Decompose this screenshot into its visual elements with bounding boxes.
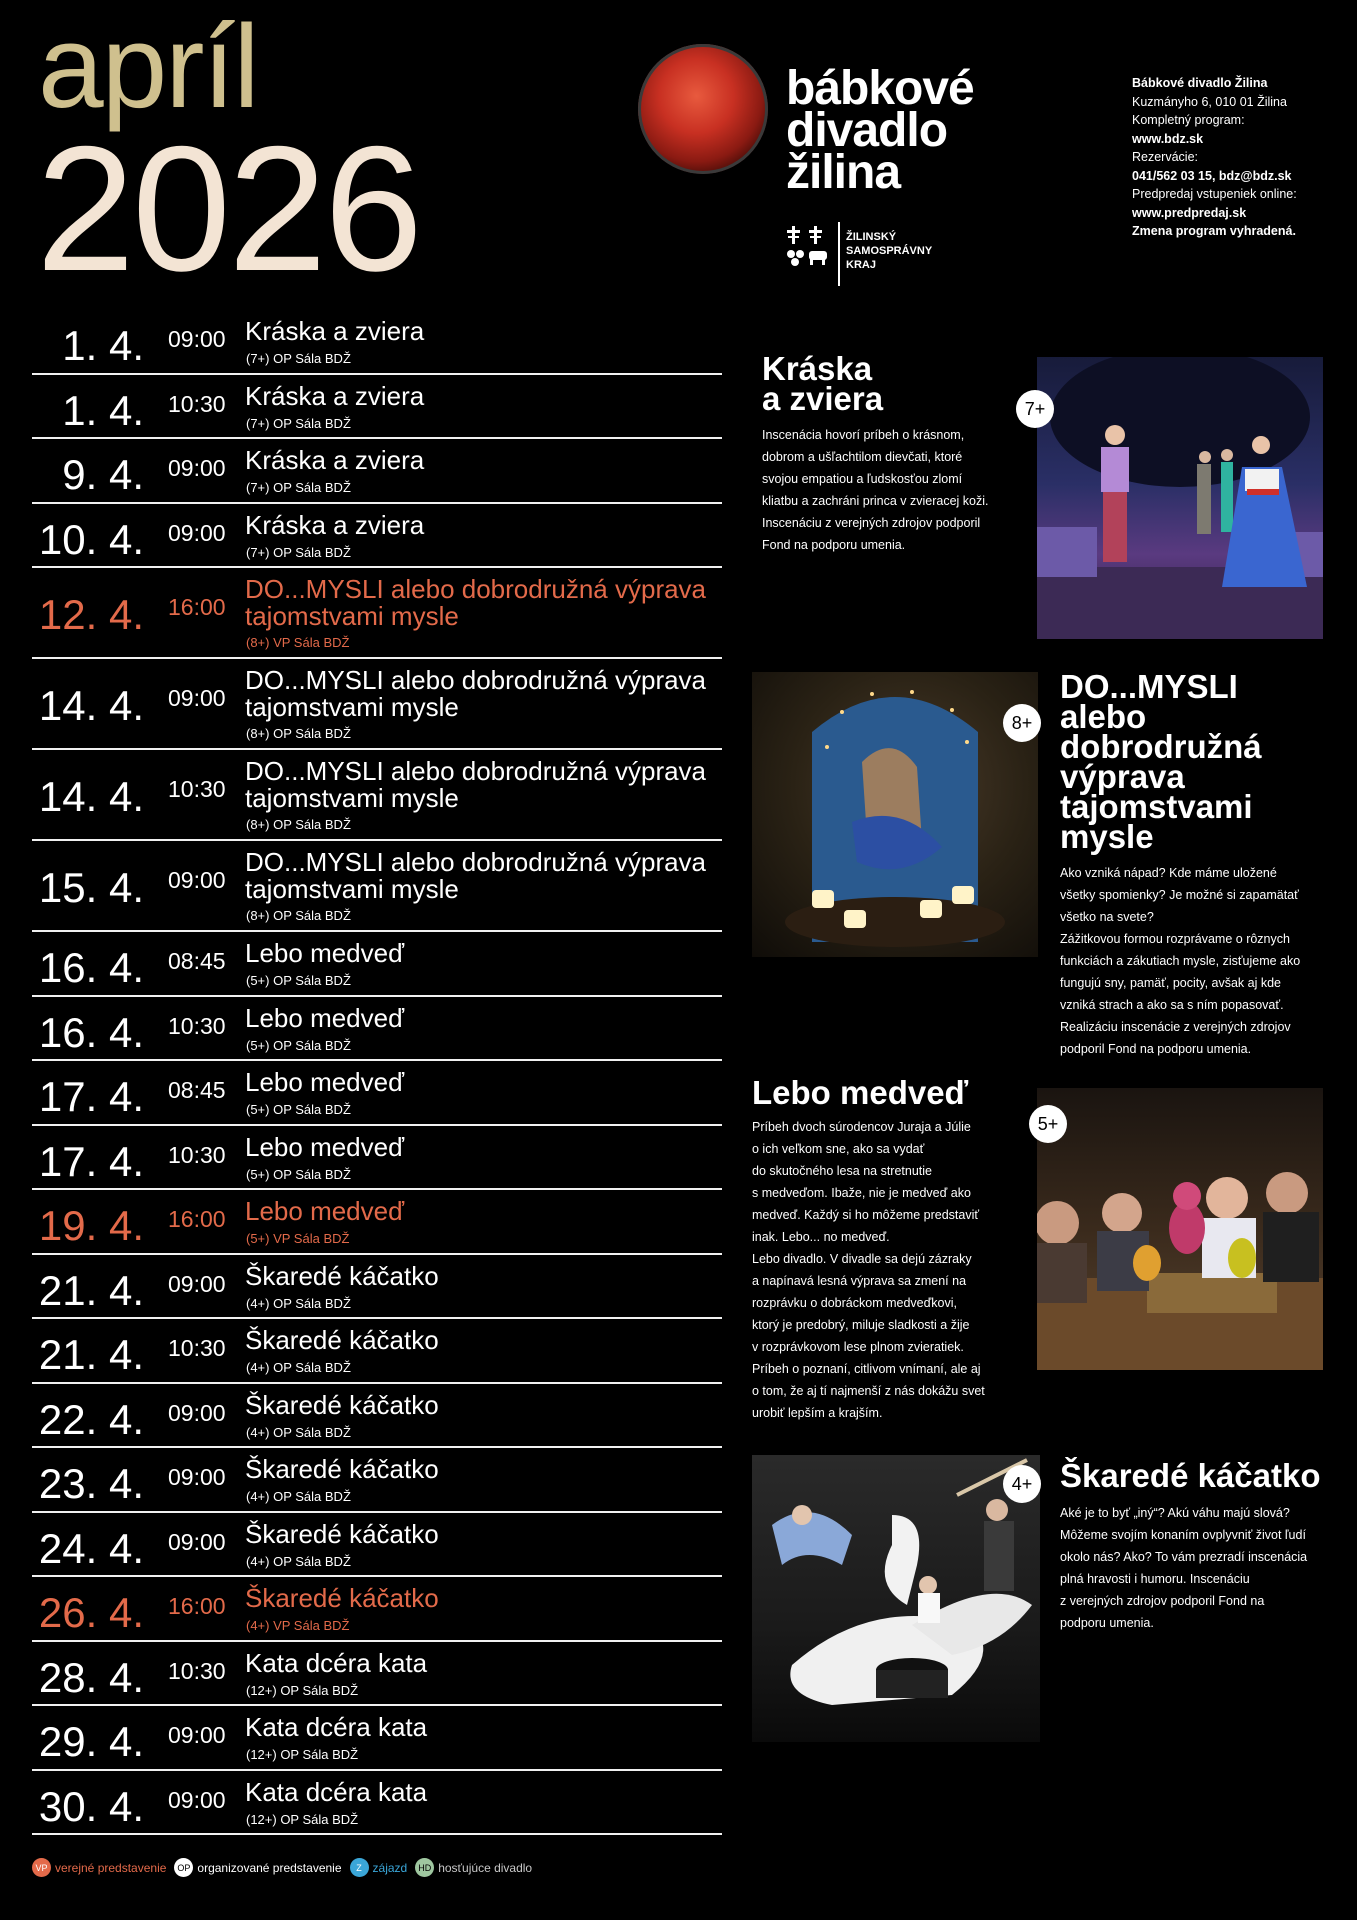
event-details: (7+) OP Sála BDŽ bbox=[246, 351, 351, 366]
desc-line: Aké je to byť „iný“? Akú váhu majú slová? bbox=[1060, 1506, 1290, 1520]
photo-kacatko bbox=[752, 1455, 1040, 1742]
event-time: 09:00 bbox=[168, 519, 226, 546]
region-line: ŽILINSKÝ bbox=[846, 231, 897, 243]
event-date: 22. 4. bbox=[38, 1395, 144, 1443]
schedule-row bbox=[32, 439, 722, 504]
event-time: 09:00 bbox=[168, 1722, 226, 1748]
event-date: 16. 4. bbox=[38, 944, 144, 991]
event-title: Škaredé káčatko bbox=[245, 1325, 439, 1355]
event-title: Kráska a zviera bbox=[245, 445, 425, 475]
event-date: 9. 4. bbox=[62, 451, 144, 498]
contact-line: Kuzmányho 6, 010 01 Žilina bbox=[1132, 94, 1287, 109]
show-title-kacatko bbox=[1060, 1457, 1357, 1494]
schedule-row bbox=[32, 932, 722, 997]
show-title-line: mysle bbox=[1060, 818, 1154, 855]
theatre-logo-text bbox=[786, 62, 974, 199]
photo-medved bbox=[1037, 1088, 1323, 1370]
event-details: (4+) OP Sála BDŽ bbox=[246, 1553, 351, 1569]
event-details: (8+) OP Sála BDŽ bbox=[246, 726, 351, 741]
show-title-kraska bbox=[762, 350, 1002, 417]
event-details: (12+) OP Sála BDŽ bbox=[246, 1811, 359, 1827]
photo-domysli bbox=[752, 672, 1038, 957]
event-time: 09:00 bbox=[168, 1399, 226, 1426]
event-date: 28. 4. bbox=[38, 1653, 144, 1701]
year-title: 2026 bbox=[36, 109, 420, 308]
event-date: 10. 4. bbox=[38, 515, 144, 563]
desc-line: fungujú sny, pamäť, pocity, avšak aj kde bbox=[1060, 976, 1282, 990]
show-title-line: Kráska bbox=[762, 350, 873, 387]
schedule-row bbox=[32, 1642, 722, 1707]
legend-badge-z: Z bbox=[350, 1858, 369, 1877]
event-title: DO...MYSLI alebo dobrodružná výprava tajomstvami mysle bbox=[245, 574, 707, 631]
event-time: 09:00 bbox=[168, 1786, 226, 1813]
schedule-row bbox=[32, 1126, 722, 1191]
event-title: Kata dcéra kata bbox=[245, 1647, 428, 1678]
show-title-line: DO...MYSLI bbox=[1060, 668, 1238, 705]
desc-line: všetko na svete? bbox=[1060, 910, 1154, 924]
crest-divider bbox=[838, 222, 840, 286]
schedule-row bbox=[32, 1771, 722, 1836]
event-title: Lebo medveď bbox=[245, 1131, 405, 1162]
event-details: (5+) VP Sála BDŽ bbox=[246, 1231, 350, 1246]
schedule-row bbox=[32, 750, 722, 841]
schedule-row bbox=[32, 1513, 722, 1578]
desc-line: Zážitkovou formou rozprávame o rôznych bbox=[1060, 932, 1290, 946]
schedule-row bbox=[32, 1706, 722, 1771]
schedule-row bbox=[32, 504, 722, 569]
event-time: 09:00 bbox=[168, 1464, 226, 1490]
contact-line: www.bdz.sk bbox=[1132, 131, 1204, 146]
event-title: Škaredé káčatko bbox=[245, 1518, 439, 1549]
contact-line: Predpredaj vstupeniek online: bbox=[1132, 187, 1297, 201]
region-crest-icon bbox=[784, 224, 836, 278]
event-details: (8+) OP Sála BDŽ bbox=[246, 908, 351, 923]
event-date: 14. 4. bbox=[38, 682, 144, 729]
event-date: 1. 4. bbox=[62, 322, 144, 369]
desc-line: o tom, že aj tí najmenší z nás dokážu svet bbox=[752, 1384, 985, 1398]
event-title: Lebo medveď bbox=[245, 1067, 405, 1097]
event-title: Škaredé káčatko bbox=[245, 1260, 439, 1291]
desc-line: dobrom a ušľachtilom dievčati, ktoré bbox=[762, 450, 963, 464]
contact-line: 041/562 03 15, bdz@bdz.sk bbox=[1132, 168, 1292, 183]
schedule-row bbox=[32, 841, 722, 932]
event-date: 17. 4. bbox=[38, 1137, 144, 1185]
event-details: (5+) OP Sála BDŽ bbox=[246, 1166, 351, 1182]
desc-line: inak. Lebo... no medveď. bbox=[752, 1230, 890, 1244]
event-title: Lebo medveď bbox=[245, 938, 405, 968]
desc-line: svojou empatiou a ľudskosťou zlomí bbox=[762, 472, 963, 486]
show-title-line: alebo bbox=[1060, 698, 1147, 735]
event-date: 1. 4. bbox=[62, 386, 144, 434]
event-title: DO...MYSLI alebo dobrodružná výprava tajomstvami mysle bbox=[245, 665, 707, 722]
legend-badge-vp: VP bbox=[32, 1858, 51, 1877]
legend bbox=[32, 1858, 540, 1877]
event-details: (4+) VP Sála BDŽ bbox=[246, 1618, 350, 1633]
event-details: (12+) OP Sála BDŽ bbox=[246, 1747, 359, 1762]
legend-label: verejné predstavenie bbox=[55, 1860, 167, 1875]
contact-line: Zmena program vyhradená. bbox=[1132, 224, 1296, 238]
desc-line: o ich veľkom sne, ako sa vydať bbox=[752, 1142, 925, 1156]
event-details: (4+) OP Sála BDŽ bbox=[246, 1360, 351, 1375]
event-time: 09:00 bbox=[168, 1528, 226, 1555]
desc-line: Môžeme svojím konaním ovplyvniť život ľudí bbox=[1060, 1528, 1306, 1542]
region-line: SAMOSPRÁVNY bbox=[846, 245, 933, 257]
contact-info bbox=[1132, 74, 1297, 241]
event-time: 16:00 bbox=[168, 1593, 226, 1619]
event-date: 16. 4. bbox=[38, 1008, 144, 1056]
event-details: (4+) OP Sála BDŽ bbox=[246, 1489, 351, 1504]
desc-line: všetky spomienky? Je možné si zapamätať bbox=[1060, 888, 1299, 902]
schedule-row bbox=[32, 1319, 722, 1384]
event-details: (8+) VP Sála BDŽ bbox=[246, 635, 350, 650]
contact-line: Rezervácie: bbox=[1132, 150, 1198, 164]
show-title-line: Škaredé káčatko bbox=[1060, 1457, 1321, 1494]
event-details: (5+) OP Sála BDŽ bbox=[246, 1102, 351, 1117]
event-time: 10:30 bbox=[168, 1657, 226, 1684]
event-title: Škaredé káčatko bbox=[245, 1389, 439, 1420]
event-date: 29. 4. bbox=[38, 1718, 144, 1765]
schedule-row bbox=[32, 1061, 722, 1126]
event-details: (5+) OP Sála BDŽ bbox=[246, 973, 351, 988]
show-desc-medved bbox=[752, 1116, 1012, 1424]
event-date: 30. 4. bbox=[38, 1782, 144, 1830]
desc-line: plná hravosti i humoru. Inscenáciu bbox=[1060, 1572, 1250, 1586]
event-date: 19. 4. bbox=[38, 1202, 144, 1249]
event-title: Lebo medveď bbox=[245, 1002, 405, 1033]
desc-line: Realizáciu inscenácie z verejných zdrojov bbox=[1060, 1020, 1291, 1034]
event-time: 10:30 bbox=[168, 390, 226, 417]
age-badge-kraska: 7+ bbox=[1016, 390, 1054, 428]
event-title: Kata dcéra kata bbox=[245, 1712, 428, 1742]
desc-line: podporil Fond na podporu umenia. bbox=[1060, 1042, 1252, 1056]
schedule-row bbox=[32, 310, 722, 375]
event-title: DO...MYSLI alebo dobrodružná výprava tajomstvami mysle bbox=[245, 847, 707, 904]
age-badge-domysli: 8+ bbox=[1003, 704, 1041, 742]
event-details: (7+) OP Sála BDŽ bbox=[246, 415, 351, 431]
event-date: 14. 4. bbox=[38, 773, 144, 820]
legend-label: organizované predstavenie bbox=[197, 1860, 342, 1875]
schedule-row bbox=[32, 1448, 722, 1513]
show-title-line: a zviera bbox=[762, 380, 884, 417]
event-details: (4+) OP Sála BDŽ bbox=[246, 1424, 351, 1440]
show-desc-domysli bbox=[1060, 862, 1330, 1060]
show-title-line: tajomstvami bbox=[1060, 788, 1253, 825]
schedule-row bbox=[32, 1384, 722, 1449]
logo-line: žilina bbox=[786, 146, 901, 199]
desc-line: medveď. Každý si ho môžeme predstaviť bbox=[752, 1208, 980, 1222]
photo-kraska bbox=[1037, 357, 1323, 639]
desc-line: Inscenácia hovorí príbeh o krásnom, bbox=[762, 428, 965, 442]
desc-line: urobiť lepším a krajším. bbox=[752, 1406, 883, 1420]
schedule-row bbox=[32, 659, 722, 750]
desc-line: kliatbu a zachráni princa v zvieracej koži. bbox=[762, 494, 989, 508]
desc-line: vzniká strach a ako sa s ním popasovať. bbox=[1060, 998, 1284, 1012]
month-title: apríl bbox=[38, 1, 258, 133]
logo-line: divadlo bbox=[786, 104, 948, 157]
schedule-row bbox=[32, 997, 722, 1062]
schedule-row bbox=[32, 1255, 722, 1320]
event-details: (12+) OP Sála BDŽ bbox=[246, 1682, 359, 1698]
event-date: 23. 4. bbox=[38, 1460, 144, 1507]
desc-line: Príbeh dvoch súrodencov Juraja a Júlie bbox=[752, 1120, 971, 1134]
event-details: (7+) OP Sála BDŽ bbox=[246, 480, 351, 495]
event-title: Kata dcéra kata bbox=[245, 1776, 428, 1807]
show-title-line: výprava bbox=[1060, 758, 1185, 795]
event-time: 09:00 bbox=[168, 867, 226, 893]
desc-line: Ako vzniká nápad? Kde máme uložené bbox=[1060, 866, 1277, 880]
region-name bbox=[846, 230, 932, 272]
event-details: (8+) OP Sála BDŽ bbox=[246, 817, 351, 832]
show-desc-kacatko bbox=[1060, 1502, 1330, 1634]
event-details: (7+) OP Sála BDŽ bbox=[246, 544, 351, 560]
event-title: Škaredé káčatko bbox=[245, 1454, 439, 1484]
event-time: 09:00 bbox=[168, 1270, 226, 1297]
show-desc-kraska bbox=[762, 424, 1012, 556]
desc-line: s medveďom. Ibaže, nie je medveď ako bbox=[752, 1186, 971, 1200]
event-date: 15. 4. bbox=[38, 864, 144, 911]
event-time: 08:45 bbox=[168, 1077, 226, 1103]
event-time: 16:00 bbox=[168, 1206, 226, 1232]
desc-line: a napínavá lesná výprava sa zmení na bbox=[752, 1274, 967, 1288]
event-title: Kráska a zviera bbox=[245, 316, 425, 346]
age-badge-kacatko: 4+ bbox=[1003, 1465, 1041, 1503]
desc-line: v rozprávkovom lese plnom zvieratiek. bbox=[752, 1340, 964, 1354]
desc-line: Lebo divadlo. V divadle sa dejú zázraky bbox=[752, 1252, 972, 1266]
event-details: (5+) OP Sála BDŽ bbox=[246, 1037, 351, 1053]
age-badge-medved: 5+ bbox=[1029, 1105, 1067, 1143]
event-title: DO...MYSLI alebo dobrodružná výprava tajomstvami mysle bbox=[245, 756, 707, 813]
event-time: 10:30 bbox=[168, 1141, 226, 1168]
event-time: 09:00 bbox=[168, 455, 226, 481]
desc-line: ktorý je predobrý, miluje sladkosti a žije bbox=[752, 1318, 970, 1332]
schedule-list bbox=[32, 310, 722, 1835]
desc-line: okolo nás? Ako? To vám prezradí inscenácia bbox=[1060, 1550, 1308, 1564]
event-date: 12. 4. bbox=[38, 591, 144, 638]
logo-line: bábkové bbox=[786, 62, 974, 115]
legend-label: zájazd bbox=[372, 1860, 408, 1875]
event-time: 10:30 bbox=[168, 1012, 226, 1039]
event-details: (4+) OP Sála BDŽ bbox=[246, 1295, 351, 1311]
show-title-domysli bbox=[1060, 668, 1320, 855]
desc-line: funkciách a zákutiach mysle, zisťujeme ako bbox=[1060, 954, 1301, 968]
event-time: 16:00 bbox=[168, 594, 226, 620]
event-time: 10:30 bbox=[168, 1335, 226, 1361]
schedule-row bbox=[32, 1190, 722, 1255]
region-line: KRAJ bbox=[846, 259, 876, 271]
event-time: 09:00 bbox=[168, 685, 226, 711]
event-title: Škaredé káčatko bbox=[245, 1583, 439, 1613]
desc-line: rozprávku o dobráckom medveďkovi, bbox=[752, 1296, 957, 1310]
event-date: 21. 4. bbox=[38, 1266, 144, 1314]
contact-line: www.predpredaj.sk bbox=[1132, 205, 1247, 220]
theatre-logo-ball bbox=[638, 44, 768, 174]
legend-badge-hd: HD bbox=[415, 1858, 434, 1877]
contact-line: Bábkové divadlo Žilina bbox=[1132, 76, 1268, 90]
schedule-row bbox=[32, 568, 722, 659]
show-title-line: Lebo medveď bbox=[752, 1074, 969, 1111]
event-date: 26. 4. bbox=[38, 1589, 144, 1636]
contact-line: Kompletný program: bbox=[1132, 113, 1245, 127]
desc-line: Inscenáciu z verejných zdrojov podporil bbox=[762, 516, 981, 530]
schedule-row bbox=[32, 1577, 722, 1642]
legend-label: hosťujúce divadlo bbox=[438, 1860, 533, 1875]
event-title: Kráska a zviera bbox=[245, 509, 425, 540]
event-date: 24. 4. bbox=[38, 1524, 144, 1572]
desc-line: do skutočného lesa na stretnutie bbox=[752, 1164, 932, 1178]
event-title: Lebo medveď bbox=[245, 1196, 405, 1226]
event-time: 08:45 bbox=[168, 948, 226, 974]
schedule-row bbox=[32, 375, 722, 440]
event-date: 21. 4. bbox=[38, 1331, 144, 1378]
event-time: 09:00 bbox=[168, 326, 226, 352]
desc-line: Fond na podporu umenia. bbox=[762, 538, 906, 552]
event-time: 10:30 bbox=[168, 776, 226, 802]
show-title-line: dobrodružná bbox=[1060, 728, 1262, 765]
event-date: 17. 4. bbox=[38, 1073, 144, 1120]
event-title: Kráska a zviera bbox=[245, 380, 425, 411]
desc-line: z verejných zdrojov podporil Fond na bbox=[1060, 1594, 1265, 1608]
legend-badge-op: OP bbox=[174, 1858, 193, 1877]
desc-line: Príbeh o poznaní, citlivom vnímaní, ale aj bbox=[752, 1362, 981, 1376]
desc-line: podporu umenia. bbox=[1060, 1616, 1154, 1630]
show-title-medved bbox=[752, 1074, 1052, 1111]
